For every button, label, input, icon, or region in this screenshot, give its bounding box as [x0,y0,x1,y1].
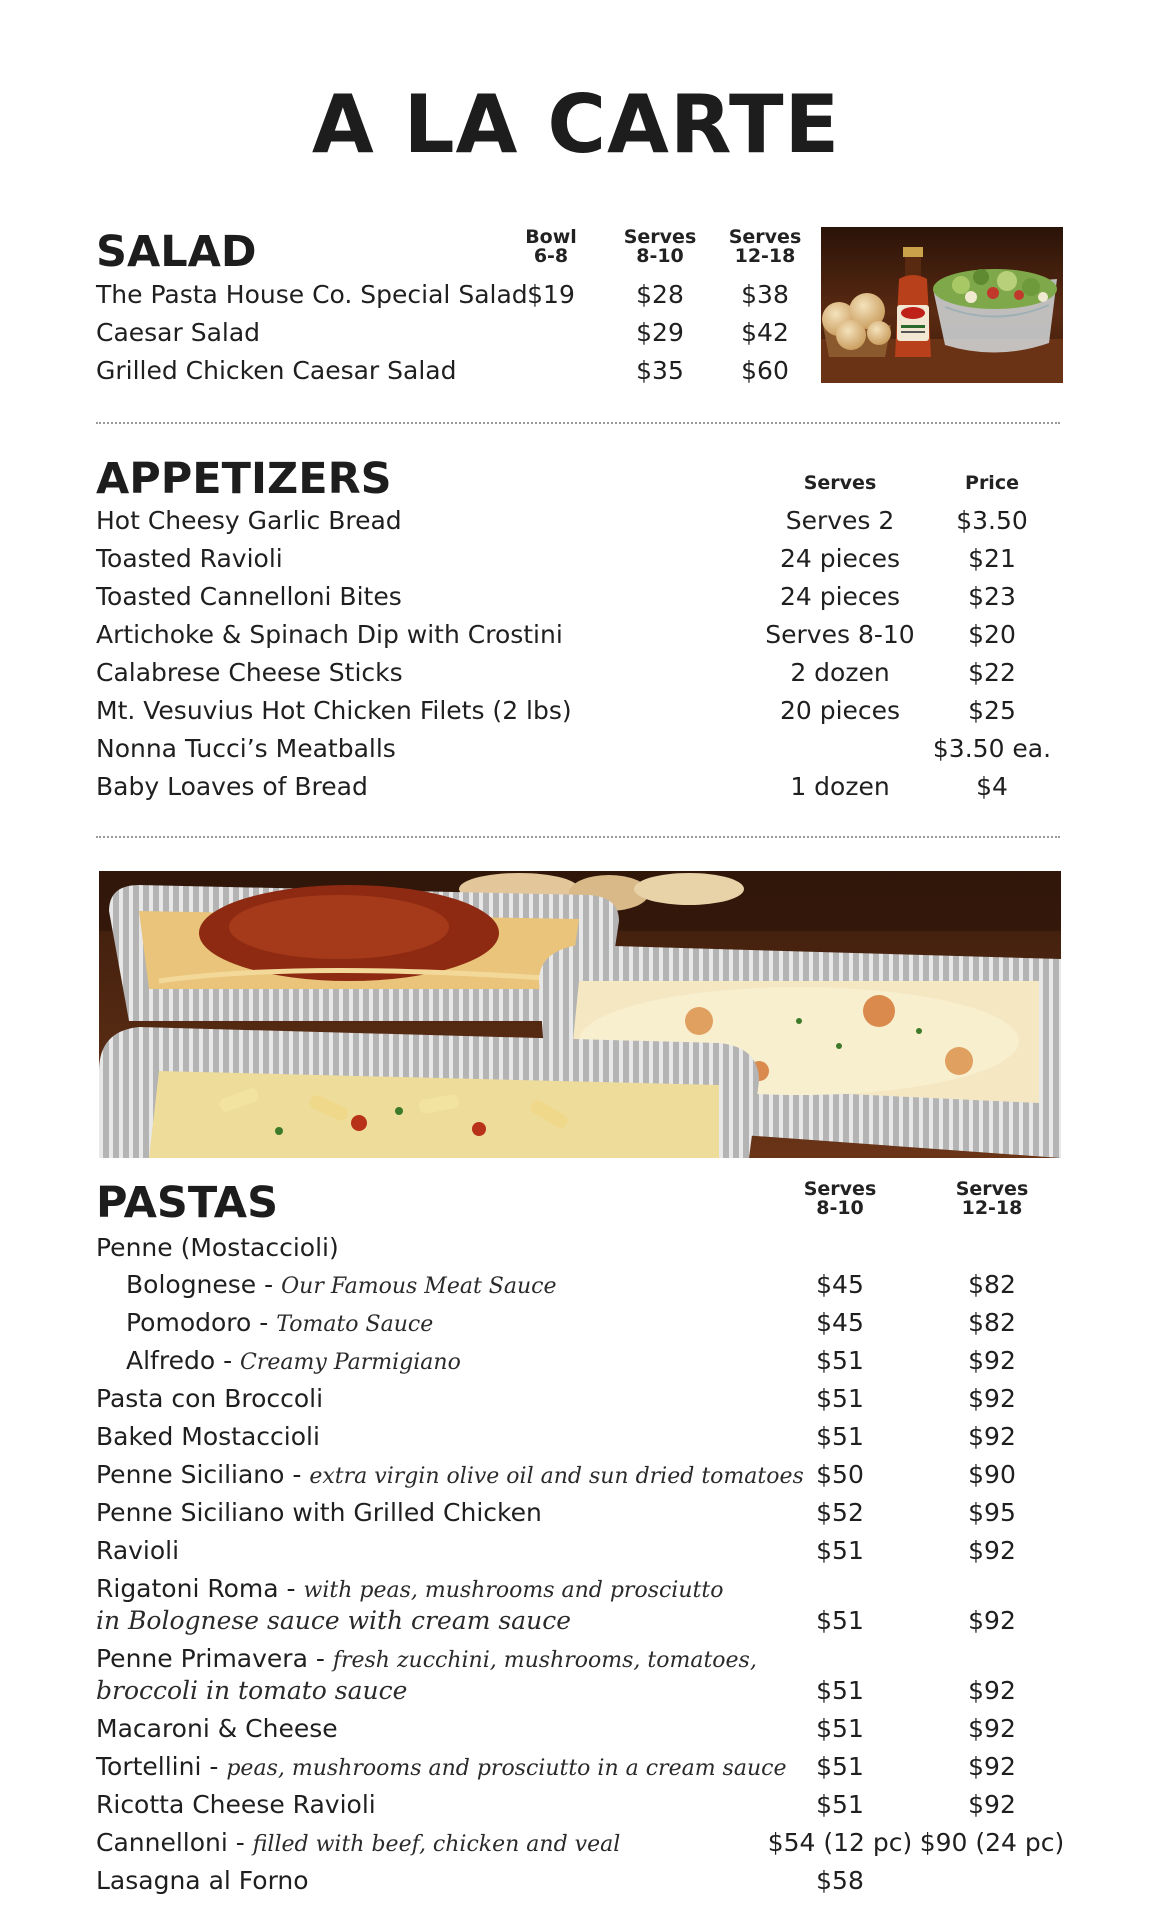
pasta-price-12-18: $92 [968,1676,1016,1705]
pasta-price-8-10: $54 (12 pc) [767,1828,913,1857]
salad-price-bowl: $19 [527,280,575,309]
appetizer-name: Hot Cheesy Garlic Bread [96,506,402,535]
appetizer-serves: 20 pieces [779,696,901,725]
pasta-price-12-18 [917,1865,1067,1897]
pasta-name: Penne Primavera [96,1644,308,1673]
pasta-price-12-18: $92 [968,1752,1016,1781]
pasta-dash: - [201,1752,227,1781]
pasta-price-8-10: $51 [816,1606,864,1635]
salad-item-name: Caesar Salad [96,318,261,347]
salad-item-name: Grilled Chicken Caesar Salad [96,356,457,385]
appetizer-price: $3.50 [956,506,1028,535]
pasta-price-12-18: $82 [968,1270,1016,1299]
pasta-price-12-18: $90 [968,1460,1016,1489]
pastas-section-title: PASTAS [96,1178,279,1228]
appetizer-price: $23 [968,582,1016,611]
pasta-price-12-18: $92 [968,1384,1016,1413]
pasta-item-line [96,1383,323,1415]
pasta-price-8-10: $51 [816,1536,864,1565]
salad-header-serves-8-10: Serves 8-10 [623,226,697,267]
pasta-price-8-10: $58 [816,1866,864,1895]
pasta-name: Ricotta Cheese Ravioli [96,1790,376,1819]
pasta-item-line [96,1459,804,1493]
appetizer-price: $25 [968,696,1016,725]
appetizer-serves: 24 pieces [779,582,901,611]
appetizer-serves [765,733,915,765]
section-divider [96,422,1060,424]
appetizer-price: $3.50 ea. [932,734,1052,763]
pasta-description: peas, mushrooms and prosciutto in a cream sauce [226,1756,787,1781]
appetizer-price: $4 [976,772,1008,801]
appetizers-section-title: APPETIZERS [96,454,392,504]
pasta-price-8-10: $51 [816,1676,864,1705]
section-divider [96,836,1060,838]
pasta-item-line [126,1307,433,1341]
pasta-item-line [96,1713,338,1745]
appetizer-serves: 2 dozen [790,658,890,687]
pasta-price-12-18: $90 (24 pc) [919,1828,1065,1857]
pasta-price-8-10: $51 [816,1714,864,1743]
pasta-price-8-10: $51 [816,1346,864,1375]
pasta-description: filled with beef, chicken and veal [252,1832,621,1857]
pasta-name: Tortellini [96,1752,202,1781]
pasta-price-12-18: $95 [968,1498,1016,1527]
salad-price-12-18: $38 [741,280,789,309]
pasta-dash: - [307,1644,333,1673]
pasta-item-line [126,1345,461,1379]
pasta-dash: - [215,1346,241,1375]
appetizer-name: Toasted Ravioli [96,544,283,573]
pasta-item-line [126,1269,556,1303]
pasta-price-8-10: $51 [816,1790,864,1819]
pasta-trays-photo [99,871,1061,1158]
pasta-price-8-10: $45 [816,1270,864,1299]
appetizers-header-serves: Serves [803,472,877,494]
pasta-item-line [96,1827,620,1861]
pasta-name: Ravioli [96,1536,180,1565]
appetizer-name: Calabrese Cheese Sticks [96,658,403,687]
pasta-item-line [96,1421,320,1453]
pasta-name: Bolognese [126,1270,257,1299]
pasta-price-8-10: $52 [816,1498,864,1527]
pasta-price-12-18: $82 [968,1308,1016,1337]
salad-header-bowl: Bowl 6-8 [525,226,577,267]
pasta-description: with peas, mushrooms and prosciutto [303,1578,724,1603]
pastas-header-serves-12-18: Serves 12-18 [955,1178,1029,1219]
pasta-item-line [96,1535,179,1567]
pasta-dash: - [278,1574,304,1603]
pasta-item-line [96,1865,309,1897]
pasta-name: Cannelloni [96,1828,228,1857]
appetizer-serves: 1 dozen [790,772,890,801]
pasta-name: Penne Siciliano [96,1460,285,1489]
pasta-description-cont: in Bolognese sauce with cream sauce [96,1606,571,1635]
appetizer-price: $21 [968,544,1016,573]
pasta-name: Penne Siciliano with Grilled Chicken [96,1498,542,1527]
pasta-item-line [96,1751,786,1785]
salad-header-serves-12-18: Serves 12-18 [728,226,802,267]
pasta-price-8-10: $51 [816,1752,864,1781]
appetizer-name: Mt. Vesuvius Hot Chicken Filets (2 lbs) [96,696,572,725]
appetizer-name: Toasted Cannelloni Bites [96,582,402,611]
pasta-price-12-18: $92 [968,1790,1016,1819]
pasta-name: Pomodoro [126,1308,252,1337]
pasta-dash: - [284,1460,310,1489]
pasta-name: Pasta con Broccoli [96,1384,324,1413]
pasta-name: Lasagna al Forno [96,1866,309,1895]
pasta-description: extra virgin olive oil and sun dried tomatoes [309,1464,804,1489]
salad-price-12-18: $42 [741,318,789,347]
pasta-description: Tomato Sauce [276,1312,434,1337]
salad-price-12-18: $60 [741,356,789,385]
pasta-price-8-10: $50 [816,1460,864,1489]
pasta-item-line [96,1643,757,1677]
appetizer-name: Nonna Tucci’s Meatballs [96,734,396,763]
pasta-price-8-10: $51 [816,1384,864,1413]
appetizer-name: Baby Loaves of Bread [96,772,368,801]
salad-price-8-10: $29 [636,318,684,347]
pasta-price-12-18: $92 [968,1606,1016,1635]
appetizer-name: Artichoke & Spinach Dip with Crostini [96,620,563,649]
pasta-item-line [96,1573,723,1607]
appetizer-serves: Serves 8-10 [765,620,915,649]
pasta-description: Our Famous Meat Sauce [281,1274,557,1299]
pasta-name: Rigatoni Roma [96,1574,279,1603]
salad-item-name: The Pasta House Co. Special Salad [96,280,528,309]
pasta-price-12-18: $92 [968,1536,1016,1565]
pasta-name: Macaroni & Cheese [96,1714,338,1743]
salad-price-8-10: $28 [636,280,684,309]
page-title: A LA CARTE [311,78,841,171]
pasta-description: Creamy Parmigiano [240,1350,461,1375]
appetizers-header-price: Price [965,472,1019,494]
pasta-price-12-18: $92 [968,1346,1016,1375]
appetizer-price: $20 [968,620,1016,649]
pasta-name: Baked Mostaccioli [96,1422,320,1451]
pasta-description: fresh zucchini, mushrooms, tomatoes, [332,1648,757,1673]
appetizer-serves: Serves 2 [785,506,895,535]
appetizer-serves: 24 pieces [779,544,901,573]
salad-photo [821,227,1063,383]
appetizer-price: $22 [968,658,1016,687]
pasta-dash: - [227,1828,253,1857]
pasta-item-line [96,1789,376,1821]
pasta-dash: - [251,1308,277,1337]
pasta-description-cont: broccoli in tomato sauce [96,1676,408,1705]
pasta-group-label: Penne (Mostaccioli) [96,1233,339,1262]
pastas-header-serves-8-10: Serves 8-10 [803,1178,877,1219]
pasta-name: Alfredo [126,1346,216,1375]
pasta-price-8-10: $51 [816,1422,864,1451]
pasta-price-12-18: $92 [968,1714,1016,1743]
pasta-price-12-18: $92 [968,1422,1016,1451]
pasta-price-8-10: $45 [816,1308,864,1337]
pasta-dash: - [256,1270,282,1299]
salad-price-8-10: $35 [636,356,684,385]
pasta-item-line [96,1497,542,1529]
salad-section-title: SALAD [96,227,257,277]
